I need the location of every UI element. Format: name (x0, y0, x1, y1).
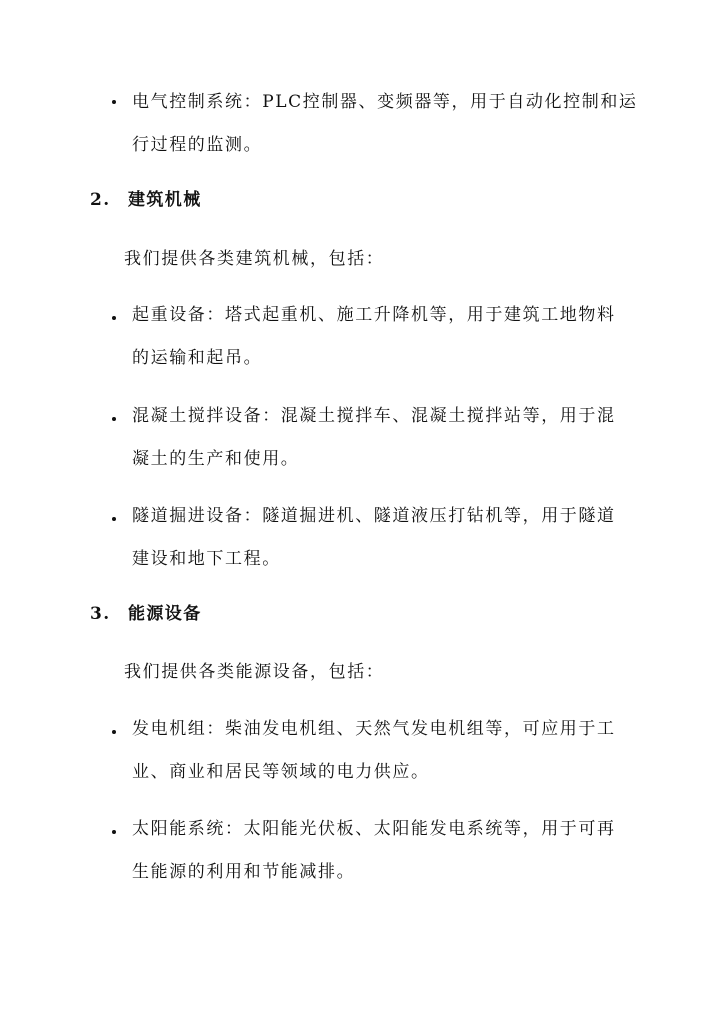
bullet-dot (112, 316, 116, 320)
list-item-line: 起重设备：塔式起重机、施工升降机等，用于建筑工地物料 (132, 305, 616, 325)
bullet-dot (112, 100, 116, 104)
section-title: 建筑机械 (128, 190, 202, 210)
section-intro: 我们提供各类建筑机械，包括： (124, 249, 385, 269)
list-item-line: 电气控制系统：PLC控制器、变频器等，用于自动化控制和运 (132, 92, 638, 112)
list-item-line: 隧道掘进设备：隧道掘进机、隧道液压打钻机等，用于隧道 (132, 506, 616, 526)
list-item-line: 发电机组：柴油发电机组、天然气发电机组等，可应用于工 (132, 719, 616, 739)
bullet-dot (112, 417, 116, 421)
section-number: 2. (90, 190, 111, 210)
bullet-dot (112, 830, 116, 834)
list-item-line: 凝土的生产和使用。 (132, 449, 300, 469)
bullet-dot (112, 517, 116, 521)
list-item-line: 太阳能系统：太阳能光伏板、太阳能发电系统等，用于可再 (132, 819, 616, 839)
list-item-line: 的运输和起吊。 (132, 348, 263, 368)
section-number: 3. (90, 604, 111, 624)
list-item-line: 生能源的利用和节能减排。 (132, 862, 356, 882)
bullet-dot (112, 730, 116, 734)
list-item-line: 建设和地下工程。 (132, 549, 281, 569)
section-intro: 我们提供各类能源设备，包括： (124, 662, 385, 682)
list-item-line: 行过程的监测。 (132, 135, 263, 155)
section-title: 能源设备 (128, 604, 202, 624)
section-heading (90, 188, 202, 212)
section-heading (90, 602, 202, 626)
list-item-line: 业、商业和居民等领域的电力供应。 (132, 762, 430, 782)
list-item-line: 混凝土搅拌设备：混凝土搅拌车、混凝土搅拌站等，用于混 (132, 406, 616, 426)
